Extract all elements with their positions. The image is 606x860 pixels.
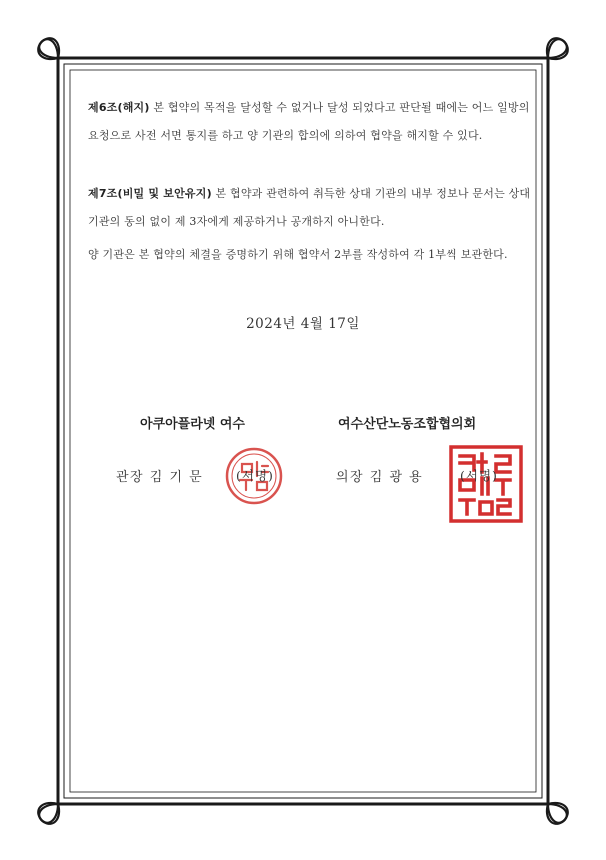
closing-statement: 양 기관은 본 협약의 체결을 증명하기 위해 협약서 2부를 작성하여 각 1부씩 보관한다.: [88, 248, 508, 261]
article-6-heading: 제6조(해지): [88, 101, 150, 114]
article-6-text: 본 협약의 목적을 달성할 수 없거나 달성 되었다고 판단될 때에는 어느 일방의 요청으로 사전 서면 통지를 하고 양 기관의 합의에 의하여 협약을 해지할 수 있다.: [88, 101, 530, 142]
article-6: [88, 94, 534, 150]
article-7-text: 본 협약과 관련하여 취득한 상대 기관의 내부 정보나 문서는 상대기관의 동의 없이 제 3자에게 제공하거나 공개하지 아니한다.: [88, 187, 531, 228]
party-left-sign: (서명): [236, 468, 274, 483]
article-7: [88, 180, 534, 236]
agreement-date: 2024년 4월 17일: [246, 316, 360, 332]
party-left-org: 아쿠아플라넷 여수: [140, 417, 245, 432]
party-right-org: 여수산단노동조합협의회: [338, 417, 477, 432]
right-square-seal-icon: [448, 444, 524, 524]
article-7-heading: 제7조(비밀 및 보안유지): [88, 187, 212, 200]
party-right-representative: 의장 김 광 용: [336, 470, 424, 485]
party-right-sign: (서명): [460, 468, 498, 483]
party-left-representative: 관장 김 기 문: [116, 470, 204, 485]
